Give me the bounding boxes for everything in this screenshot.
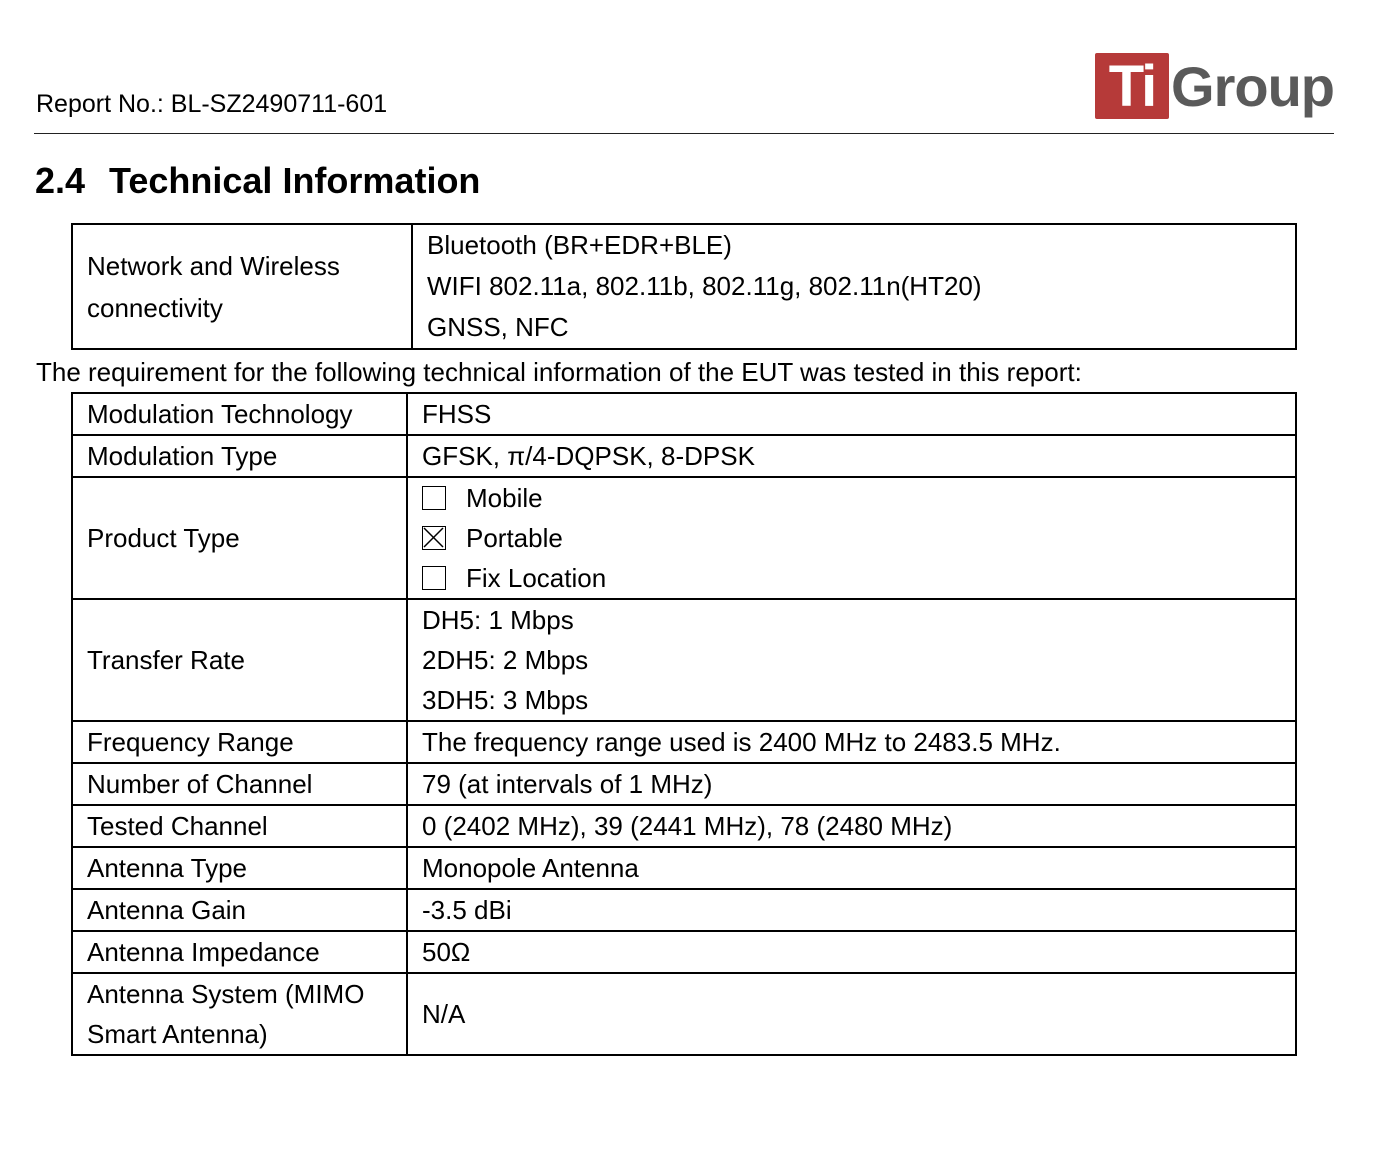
- table-row: [72, 477, 1296, 599]
- option-mobile: [422, 478, 1281, 518]
- option-label: Fix Location: [466, 563, 607, 593]
- checkbox-checked-icon: [422, 526, 446, 550]
- row-value: The frequency range used is 2400 MHz to 2483.5 MHz.: [407, 721, 1296, 763]
- section-heading: [35, 160, 480, 202]
- transfer-rate-value: 2DH5: 2 Mbps: [422, 645, 589, 675]
- intro-text: The requirement for the following technical information of the EUT was tested in this report:: [36, 357, 1082, 387]
- table-row: [72, 599, 1296, 721]
- option-portable: [422, 518, 1281, 558]
- row-value: GFSK, π/4-DQPSK, 8-DPSK: [407, 435, 1296, 477]
- row-value: Monopole Antenna: [407, 847, 1296, 889]
- table-row: [72, 973, 1296, 1055]
- row-label-line: Smart Antenna): [87, 1019, 268, 1049]
- row-label: Number of Channel: [72, 763, 407, 805]
- option-label: Portable: [466, 523, 563, 553]
- row-label: Antenna Type: [72, 847, 407, 889]
- network-value: Bluetooth (BR+EDR+BLE): [427, 230, 732, 260]
- row-label: Tested Channel: [72, 805, 407, 847]
- row-label: Antenna Gain: [72, 889, 407, 931]
- transfer-rate-value: DH5: 1 Mbps: [422, 605, 574, 635]
- row-label: Modulation Type: [72, 435, 407, 477]
- table-row: [72, 763, 1296, 805]
- section-number: 2.4: [35, 160, 86, 201]
- row-value: -3.5 dBi: [407, 889, 1296, 931]
- row-label: Transfer Rate: [72, 599, 407, 721]
- table-row: [72, 721, 1296, 763]
- option-fix-location: [422, 558, 1281, 598]
- logo-box: Ti: [1095, 53, 1169, 119]
- row-value: 50Ω: [407, 931, 1296, 973]
- table-row: [72, 435, 1296, 477]
- checkbox-unchecked-icon: [422, 486, 446, 510]
- tigroup-logo: [1095, 52, 1334, 120]
- option-label: Mobile: [466, 483, 543, 513]
- network-table: [71, 223, 1297, 350]
- table-row: [72, 805, 1296, 847]
- table-row: [72, 931, 1296, 973]
- report-number: Report No.: BL-SZ2490711-601: [36, 90, 388, 118]
- table-row: [72, 847, 1296, 889]
- network-value: GNSS, NFC: [427, 312, 569, 342]
- row-label-line: Antenna System (MIMO: [87, 979, 365, 1009]
- network-label: Network and Wireless connectivity: [72, 224, 412, 349]
- table-row: [72, 889, 1296, 931]
- row-label: Modulation Technology: [72, 393, 407, 435]
- page-header: [34, 40, 1334, 134]
- row-value: N/A: [407, 973, 1296, 1055]
- row-label: Frequency Range: [72, 721, 407, 763]
- row-label: Product Type: [72, 477, 407, 599]
- section-title: Technical Information: [109, 160, 481, 201]
- product-type-options: [407, 477, 1296, 599]
- row-value: 0 (2402 MHz), 39 (2441 MHz), 78 (2480 MHz): [407, 805, 1296, 847]
- table-row: [72, 393, 1296, 435]
- antenna-system-label: [72, 973, 407, 1055]
- checkbox-unchecked-icon: [422, 566, 446, 590]
- logo-text: Group: [1171, 54, 1334, 118]
- technical-info-table: [71, 392, 1297, 1056]
- table-row: [72, 224, 1296, 349]
- row-value: FHSS: [407, 393, 1296, 435]
- transfer-rate-values: [407, 599, 1296, 721]
- network-values: [412, 224, 1296, 349]
- transfer-rate-value: 3DH5: 3 Mbps: [422, 685, 589, 715]
- row-value: 79 (at intervals of 1 MHz): [407, 763, 1296, 805]
- row-label: Antenna Impedance: [72, 931, 407, 973]
- network-value: WIFI 802.11a, 802.11b, 802.11g, 802.11n(HT20): [427, 271, 982, 301]
